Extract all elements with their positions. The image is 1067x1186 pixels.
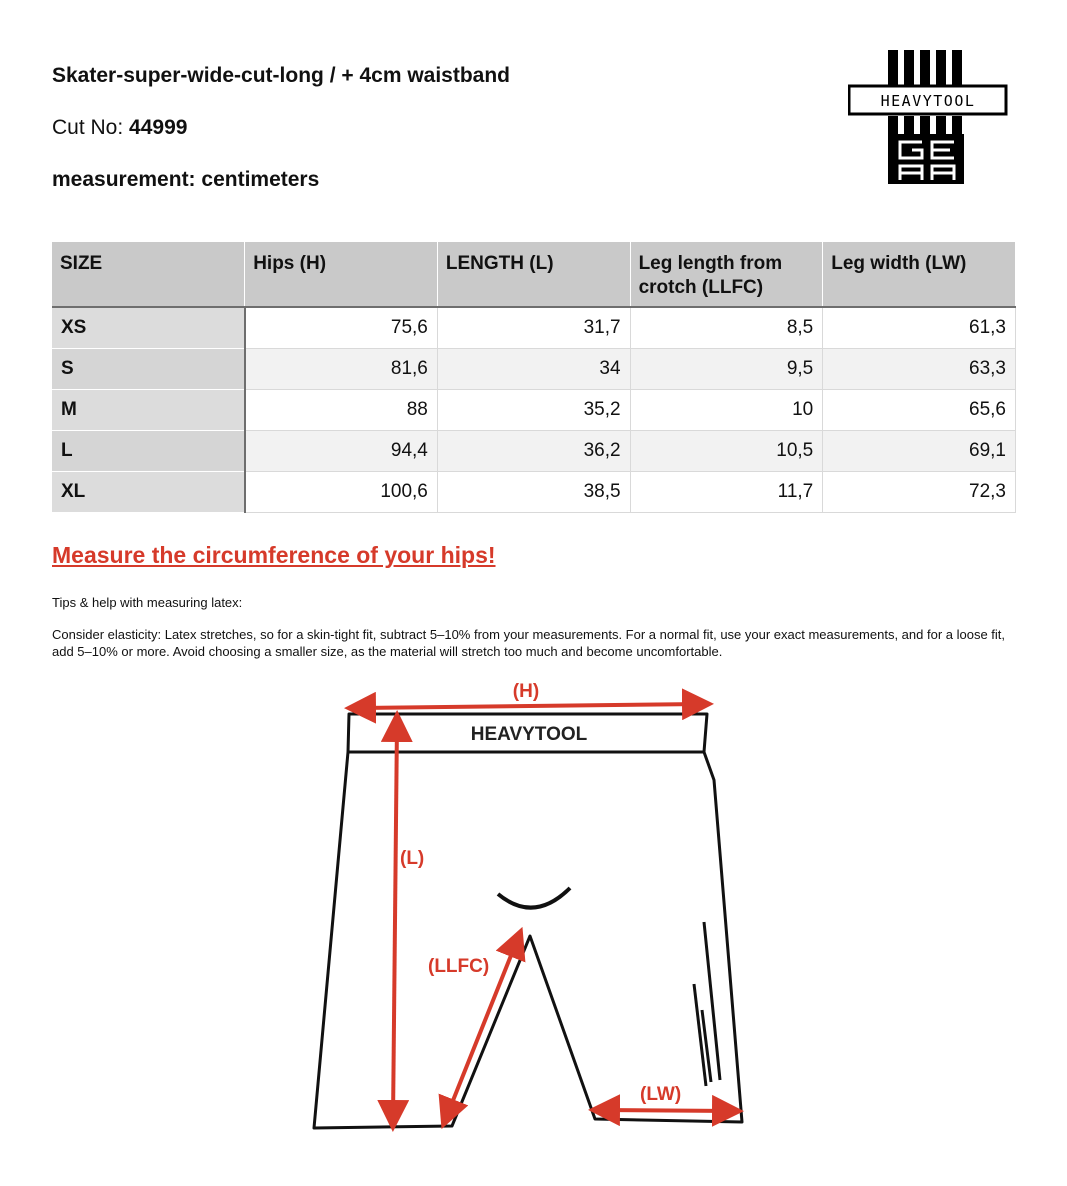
leg-length-cell: 8,5	[630, 307, 823, 349]
leg-width-cell: 63,3	[823, 349, 1016, 390]
size-cell: M	[52, 390, 245, 431]
logo-wordmark: HEAVYTOOL	[880, 92, 976, 110]
hips-cell: 94,4	[245, 431, 438, 472]
tips-body: Consider elasticity: Latex stretches, so for a skin-tight fit, subtract 5–10% from your measurements. For a normal fit, use your exact measurements, and for a loose fit, add 5–10% or more. Avoid choosing a smaller size, as the material will stretch too much and become uncomfortable.	[52, 627, 1006, 659]
fold-lines	[694, 922, 720, 1086]
shorts-outline	[314, 714, 742, 1128]
header-size: SIZE	[52, 242, 245, 307]
cut-number-line	[52, 116, 187, 140]
leg-width-label: (LW)	[640, 1084, 682, 1105]
table-row	[52, 349, 1016, 390]
tips-heading: Tips & help with measuring latex:	[52, 595, 243, 610]
leg-length-cell: 11,7	[630, 472, 823, 513]
hips-cell: 81,6	[245, 349, 438, 390]
leg-length-cell: 9,5	[630, 349, 823, 390]
waistband-label: HEAVYTOOL	[470, 724, 588, 745]
table-row	[52, 390, 1016, 431]
table-header-row	[52, 242, 1016, 307]
hips-cell: 100,6	[245, 472, 438, 513]
hips-cell: 75,6	[245, 307, 438, 349]
length-cell: 35,2	[437, 390, 630, 431]
leg-width-cell: 65,6	[823, 390, 1016, 431]
size-chart-table	[52, 242, 1016, 513]
table-row	[52, 431, 1016, 472]
header-length: LENGTH (L)	[437, 242, 630, 307]
table-row	[52, 472, 1016, 513]
shorts-measurement-diagram	[300, 670, 760, 1140]
hips-cell: 88	[245, 390, 438, 431]
length-cell: 31,7	[437, 307, 630, 349]
length-label: (L)	[400, 848, 425, 869]
measurement-unit: measurement: centimeters	[52, 168, 320, 191]
length-arrow	[393, 722, 397, 1120]
measurement-arrows	[356, 704, 732, 1120]
leg-width-cell: 72,3	[823, 472, 1016, 513]
leg-width-arrow	[600, 1110, 732, 1111]
cut-number-value: 44999	[129, 116, 188, 139]
header-leg-width: Leg width (LW)	[823, 242, 1016, 307]
table-row	[52, 307, 1016, 349]
leg-width-cell: 69,1	[823, 431, 1016, 472]
page-title: Skater-super-wide-cut-long / + 4cm waistband	[52, 64, 511, 87]
llfc-label: (LLFC)	[428, 956, 490, 977]
hips-arrow	[356, 704, 702, 708]
size-cell: S	[52, 349, 245, 390]
header-hips: Hips (H)	[245, 242, 438, 307]
heavytool-gear-logo	[848, 50, 1008, 186]
crotch-curve	[498, 888, 570, 908]
length-cell: 36,2	[437, 431, 630, 472]
hips-label: (H)	[512, 681, 540, 702]
leg-length-cell: 10,5	[630, 431, 823, 472]
leg-length-cell: 10	[630, 390, 823, 431]
size-cell: XL	[52, 472, 245, 513]
length-cell: 34	[437, 349, 630, 390]
cut-number-label: Cut No:	[52, 116, 124, 139]
hip-measure-warning: Measure the circumference of your hips!	[52, 542, 496, 568]
header-leg-length: Leg length from crotch (LLFC)	[630, 242, 823, 307]
leg-width-cell: 61,3	[823, 307, 1016, 349]
length-cell: 38,5	[437, 472, 630, 513]
size-cell: L	[52, 431, 245, 472]
size-cell: XS	[52, 307, 245, 349]
